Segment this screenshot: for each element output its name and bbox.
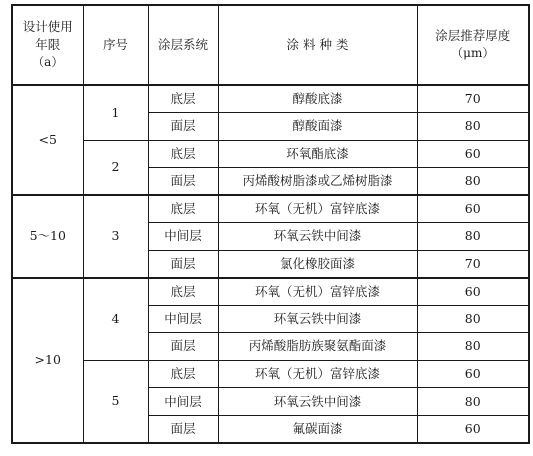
thickness-cell: 60 bbox=[417, 360, 529, 388]
layer-cell: 面层 bbox=[148, 113, 218, 141]
coating-cell: 醇酸面漆 bbox=[218, 113, 417, 141]
header-design-life-unit: （a） bbox=[32, 55, 64, 70]
table-row bbox=[12, 195, 529, 223]
coating-cell: 丙烯酸树脂漆或乙烯树脂漆 bbox=[218, 168, 417, 196]
design-life-cell: 5～10 bbox=[12, 195, 83, 278]
thickness-cell: 60 bbox=[417, 140, 529, 168]
seq-cell: 2 bbox=[83, 140, 148, 195]
layer-cell: 中间层 bbox=[148, 305, 218, 333]
coating-cell: 环氧酯底漆 bbox=[218, 140, 417, 168]
thickness-cell: 60 bbox=[417, 278, 529, 306]
seq-cell: 4 bbox=[83, 278, 148, 361]
coating-cell: 环氧云铁中间漆 bbox=[218, 305, 417, 333]
coating-cell: 醇酸底漆 bbox=[218, 85, 417, 113]
coating-cell: 环氧（无机）富锌底漆 bbox=[218, 195, 417, 223]
table-row bbox=[12, 140, 529, 168]
coating-cell: 氯化橡胶面漆 bbox=[218, 250, 417, 278]
coating-cell: 环氧（无机）富锌底漆 bbox=[218, 360, 417, 388]
coating-cell: 丙烯酸脂肪族聚氨酯面漆 bbox=[218, 333, 417, 361]
layer-cell: 面层 bbox=[148, 168, 218, 196]
layer-cell: 底层 bbox=[148, 195, 218, 223]
layer-cell: 面层 bbox=[148, 333, 218, 361]
thickness-cell: 70 bbox=[417, 250, 529, 278]
header-thickness bbox=[417, 5, 529, 85]
table-row bbox=[12, 85, 529, 113]
thickness-cell: 80 bbox=[417, 168, 529, 196]
header-row bbox=[12, 5, 529, 85]
thickness-cell: 80 bbox=[417, 223, 529, 251]
thickness-cell: 80 bbox=[417, 305, 529, 333]
coating-cell: 氟碳面漆 bbox=[218, 415, 417, 443]
layer-cell: 底层 bbox=[148, 85, 218, 113]
layer-cell: 中间层 bbox=[148, 388, 218, 416]
thickness-cell: 80 bbox=[417, 333, 529, 361]
thickness-cell: 60 bbox=[417, 195, 529, 223]
coating-cell: 环氧（无机）富锌底漆 bbox=[218, 278, 417, 306]
seq-cell: 3 bbox=[83, 195, 148, 278]
layer-cell: 面层 bbox=[148, 250, 218, 278]
table-row bbox=[12, 278, 529, 306]
thickness-cell: 80 bbox=[417, 113, 529, 141]
header-seq: 序号 bbox=[83, 5, 148, 85]
thickness-cell: 80 bbox=[417, 388, 529, 416]
layer-cell: 底层 bbox=[148, 360, 218, 388]
header-design-life-line2: 年限 bbox=[35, 37, 61, 53]
header-coating-type: 涂 料 种 类 bbox=[218, 5, 417, 85]
coating-cell: 环氧云铁中间漆 bbox=[218, 388, 417, 416]
header-thickness-line1: 涂层推荐厚度 bbox=[435, 28, 511, 44]
layer-cell: 底层 bbox=[148, 278, 218, 306]
layer-cell: 底层 bbox=[148, 140, 218, 168]
header-thickness-unit: （μm） bbox=[451, 46, 495, 61]
coating-cell: 环氧云铁中间漆 bbox=[218, 223, 417, 251]
design-life-cell: <5 bbox=[12, 85, 83, 195]
coating-table bbox=[11, 4, 530, 444]
seq-cell: 5 bbox=[83, 360, 148, 443]
thickness-cell: 60 bbox=[417, 415, 529, 443]
header-layer-system: 涂层系统 bbox=[148, 5, 218, 85]
header-design-life bbox=[12, 5, 83, 85]
layer-cell: 面层 bbox=[148, 415, 218, 443]
header-design-life-line1: 设计使用 bbox=[22, 19, 73, 35]
layer-cell: 中间层 bbox=[148, 223, 218, 251]
design-life-cell: >10 bbox=[12, 278, 83, 443]
table-row bbox=[12, 360, 529, 388]
thickness-cell: 70 bbox=[417, 85, 529, 113]
seq-cell: 1 bbox=[83, 85, 148, 140]
